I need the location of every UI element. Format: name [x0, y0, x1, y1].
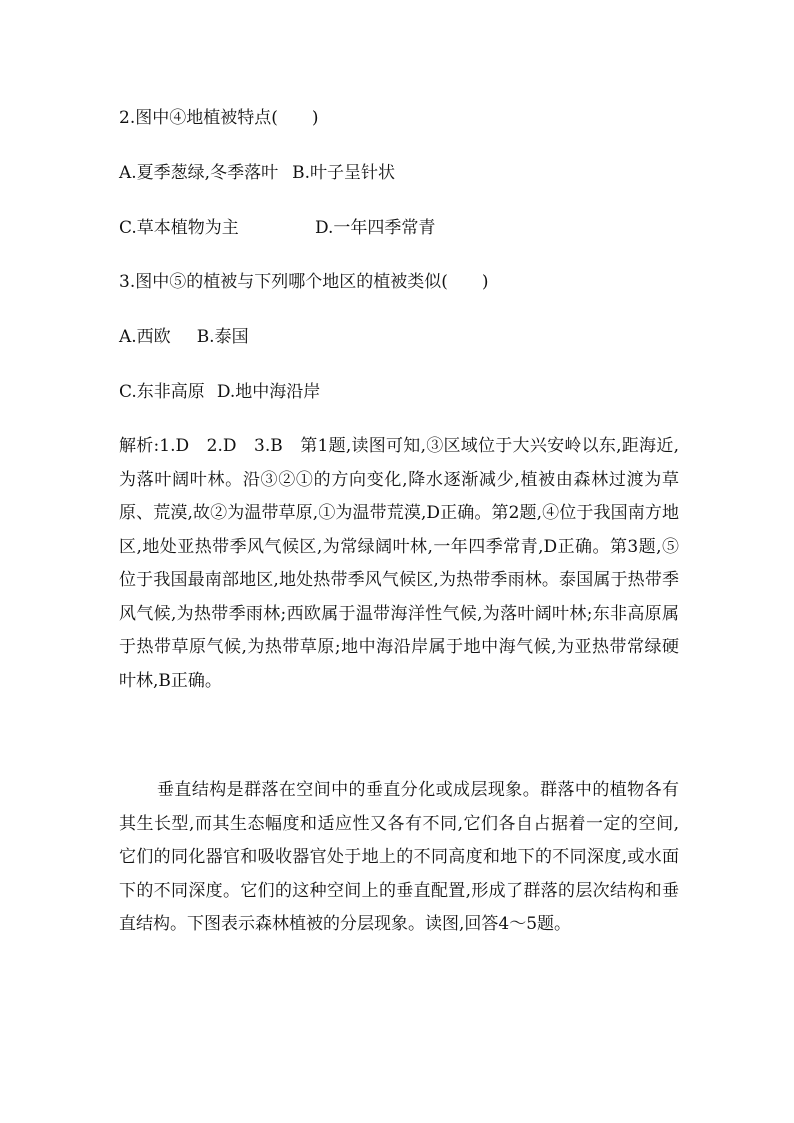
answer-analysis: [119, 430, 679, 698]
analysis-text: 解析:1.D 2.D 3.B 第1题,读图可知,③区域位于大兴安岭以东,距海近,为落叶阔叶林。沿③②①的方向变化,降水逐渐减少,植被由森林过渡为草原、荒漠,故②为温带草原,①为温带荒漠,D正确。第2题,④位于我国南方地区,地处亚热带季风气候区,为常绿阔叶林,一年四季常青,D正确。第3题,⑤位于我国最南部地区,地处热带季风气候区,为热带季雨林。泰国属于热带季风气候,为热带季雨林;西欧属于温带海洋性气候,为落叶阔叶林;东非高原属于热带草原气候,为热带草原;地中海沿岸属于地中海气候,为亚热带常绿硬叶林,B正确。: [119, 436, 679, 691]
reading-passage: [119, 774, 679, 942]
question-2-options-row-2: [119, 217, 435, 239]
question-2-option-a: A.夏季葱绿,冬季落叶: [119, 163, 279, 183]
question-2-option-b: B.叶子呈针状: [292, 163, 395, 183]
question-2-options-row-1: [119, 162, 395, 184]
passage-text: 垂直结构是群落在空间中的垂直分化或成层现象。群落中的植物各有其生长型,而其生态幅度和适应性又各有不同,它们各自占据着一定的空间,它们的同化器官和吸收器官处于地上的不同高度和地下的不同深度,或水面下的不同深度。它们的这种空间上的垂直配置,形成了群落的层次结构和垂直结构。下图表示森林植被的分层现象。读图,回答4～5题。: [119, 780, 679, 934]
question-3-option-b: B.泰国: [196, 327, 249, 347]
question-3-option-c: C.东非高原: [119, 382, 205, 402]
question-3-stem: 3.图中⑤的植被与下列哪个地区的植被类似( ): [119, 272, 489, 292]
question-2-option-c: C.草本植物为主: [119, 218, 239, 238]
question-3-option-a: A.西欧: [119, 327, 171, 347]
question-3-option-d: D.地中海沿岸: [216, 382, 321, 402]
question-3-options-row-2: [119, 381, 320, 403]
question-3-options-row-1: [119, 326, 249, 348]
question-2-stem: 2.图中④地植被特点( ): [119, 108, 319, 128]
question-2-option-d: D.一年四季常青: [315, 218, 436, 238]
